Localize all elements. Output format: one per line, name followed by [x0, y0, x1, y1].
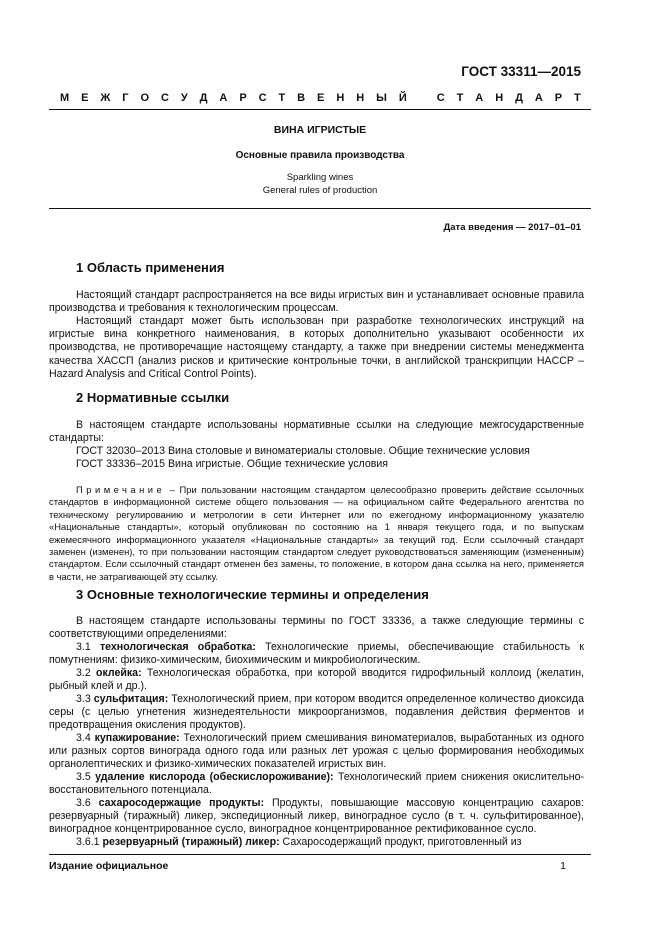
top-rule [49, 109, 591, 110]
term-3-1: 3.1 технологическая обработка: Технологические приемы, обеспечивающие стабильность к помутнениям: физико-химическим, биохимическим и микробиологическим. [49, 641, 585, 667]
section-2-heading: 2 Нормативные ссылки [76, 390, 230, 405]
section-2-reference-1: ГОСТ 32030–2013 Вина столовые и виноматериалы столовые. Общие технические условия [76, 445, 530, 457]
section-2-note: Примечание – При пользовании настоящим стандартом целесообразно проверить действие ссылочных стандартов в информационной системе общего пользования — на официальном сайте Федерального агентства по техническому регулированию и метрологии в сети Интернет или по ежегодному информационному указателю «Национальные стандарты», который опубликован по состоянию на 1 января текущего года, и по выпускам ежемесячного информационного указателя «Национальные стандарты» за текущий год. Если ссылочный стандарт заменен (изменен), то при пользовании настоящим стандартом следует руководствоваться заменяющим (измененным) стандартом. Если ссылочный стандарт отменен без замены, то положение, в котором дана ссылка на него, применяется в части, не затрагивающей эту ссылку. [49, 484, 584, 582]
note-label: Примечание [76, 484, 166, 495]
section-1-heading: 1 Область применения [76, 260, 225, 275]
section-3-intro: В настоящем стандарте использованы термины по ГОСТ 33336, а также следующие термины с соответствующими определениями: [49, 615, 584, 641]
term-3-5: 3.5 удаление кислорода (обескислороживание): Технологический прием снижения окислительно-восстановительного потенциала. [49, 771, 585, 797]
title-en: Sparkling wines [286, 172, 354, 183]
section-2-reference-2: ГОСТ 33336–2015 Вина игристые. Общие технические условия [76, 458, 389, 470]
intro-date: Дата введения — 2017–01–01 [443, 222, 581, 233]
doc-number: ГОСТ 33311—2015 [461, 64, 581, 79]
footer-rule [49, 854, 591, 855]
term-3-6: 3.6 сахаросодержащие продукты: Продукты, повышающие массовую концентрацию сахаров: резервуарный (тиражный) ликер, экспедиционный ликер, виноградное сусло (в т. ч. сульфитированное), виноградное концентрированное сусло, виноградное концентрированное ректификованное сусло. [49, 797, 584, 836]
term-3-6-1: 3.6.1 резервуарный (тиражный) ликер: Сахаросодержащий продукт, приготовленный из [76, 836, 522, 848]
term-3-4: 3.4 купажирование: Технологический прием смешивания виноматериалов, выработанных из одного или разных сортов винограда одного года или разных лет урожая с целью формирования необходимых органолептических и физико-химических показателей игристых вин. [49, 732, 584, 771]
title-ru: ВИНА ИГРИСТЫЕ [273, 124, 367, 136]
term-3-3: 3.3 сульфитация: Технологический прием, при котором вводится определенное количество диоксида серы (с целью угнетения жизнедеятельности микроорганизмов, подавления действия ферментов и предотвращения окисления продуктов). [49, 693, 584, 732]
term-3-2: 3.2 оклейка: Технологическая обработка, при которой вводится гидрофильный коллоид (желатин, рыбный клей и др.). [49, 667, 584, 693]
interstate-standard-label: М Е Ж Г О С У Д А Р С Т В Е Н Н Ы Й С Т А Н Д А Р Т [60, 92, 581, 104]
section-2-paragraph-1: В настоящем стандарте использованы нормативные ссылки на следующие межгосударственные стандарты: [49, 419, 584, 445]
subtitle-ru: Основные правила производства [235, 150, 405, 161]
section-1-paragraph-2: Настоящий стандарт может быть использован при разработке технологических инструкций на игристые вина конкретного наименования, в которых дополнительно указывают особенности их производства, не противоречащие настоящему стандарту, а также при внедрении системы менеджмента качества ХАССП (анализ рисков и критические контрольные точки, в английской транскрипции HACCP – Hazard Analysis and Critical Control Points). [49, 315, 584, 380]
subtitle-en: General rules of production [262, 185, 378, 196]
page-number: 1 [560, 860, 566, 872]
section-3-heading: 3 Основные технологические термины и определения [76, 587, 429, 602]
section-1-paragraph-1: Настоящий стандарт распространяется на все виды игристых вин и устанавливает основные правила производства и требования к технологическим процессам. [49, 289, 584, 315]
official-edition-label: Издание официальное [49, 860, 169, 872]
mid-rule [49, 208, 591, 209]
